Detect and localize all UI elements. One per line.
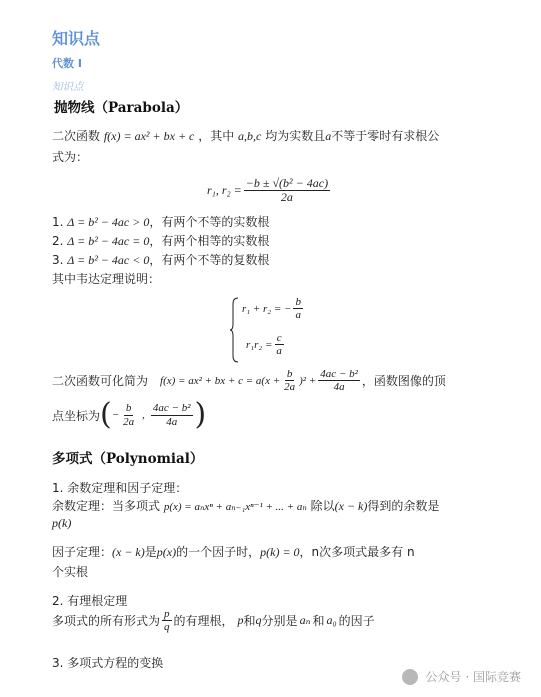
vertex-pre: 点坐标为 (52, 408, 101, 423)
simplify-frac-2-den: 4a (333, 381, 345, 394)
polynomial-heading: 多项式（Polynomial） (52, 451, 204, 467)
rational-and-2: 和 (312, 614, 325, 629)
vieta-intro: 其中韦达定理说明： (52, 272, 161, 286)
wechat-icon (402, 669, 418, 685)
rational-p: p (237, 613, 244, 628)
rational-fraction (162, 608, 172, 633)
rational-an: aₙ (299, 613, 311, 628)
simplify-frac-2 (318, 368, 360, 393)
rational-den: q (164, 621, 170, 634)
page-title: 知识点 (52, 29, 101, 48)
vertex-frac-2-den: 4a (166, 415, 178, 428)
rational-mid-2: 分别是 (261, 614, 298, 629)
vertex-frac-2 (151, 402, 193, 427)
factor-mid: 是 (144, 545, 157, 559)
simplify-frac-1 (282, 368, 297, 393)
quadratic-formula (207, 177, 332, 204)
vertex-frac-2-num: 4ac − b² (152, 402, 191, 415)
roots-numerator: −b ± √(b² − 4ac) (245, 176, 329, 190)
roots-fraction (244, 177, 330, 204)
case-3-text: ，有两个不等的复数根 (149, 253, 270, 267)
factor-post: ，n次多项式最多有 n (299, 545, 415, 559)
simplify-frac-1-den: 2a (284, 381, 296, 394)
intro-end: 不等于零时有求根公 (331, 129, 440, 143)
rational-and: 和 (243, 614, 256, 629)
vertex-frac-1-num: b (125, 402, 132, 415)
roots-lhs: r₁, r₂ = (207, 183, 242, 198)
rational-num: p (164, 608, 170, 620)
simplify-expr-1: f(x) = ax² + bx + c = a(x + (160, 374, 281, 387)
intro-func: f(x) = ax² + bx + c (103, 129, 195, 143)
brace-icon (230, 296, 240, 364)
case-1 (52, 213, 269, 230)
parabola-intro (52, 127, 439, 144)
intro-pre: 二次函数 (52, 129, 101, 143)
rational-a0: a₀ (326, 613, 337, 628)
remainder-mid: 除以 (310, 499, 335, 513)
remainder-post: 得到的余数是 (367, 499, 440, 513)
case-3 (52, 251, 269, 268)
case-1-expr: Δ = b² − 4ac > 0 (67, 215, 150, 229)
watermark-text: 公众号 · 国际竞赛 (425, 670, 521, 684)
vieta-1-fraction (293, 296, 303, 321)
case-2-text: ，有两个相等的实数根 (149, 234, 270, 248)
remainder-pre: 余数定理：当多项式 (52, 499, 161, 513)
parabola-heading: 抛物线（Parabola） (54, 100, 189, 116)
rational-post: 的因子 (338, 614, 375, 629)
vertex-frac-1 (121, 402, 136, 427)
vieta-eq-2 (246, 332, 286, 357)
case-2 (52, 232, 269, 249)
case-2-expr: Δ = b² − 4ac = 0 (67, 234, 150, 248)
factor-expr-1: (x − k) (112, 545, 145, 559)
watermark (402, 668, 521, 685)
simplify-pre: 二次函数可化简为 (52, 374, 149, 389)
case-2-index: 2. (52, 234, 64, 248)
vieta-1-lhs: r₁ + r₂ = − (242, 302, 292, 315)
roots-denominator: 2a (280, 190, 293, 205)
intro-post: 均为实数且 (265, 129, 326, 143)
simplify-frac-1-num: b (286, 368, 293, 380)
rational-pre: 多项式的所有形式为 (52, 614, 161, 629)
simplify-post: ，函数图像的顶 (361, 374, 446, 389)
case-1-index: 1. (52, 215, 64, 229)
case-3-index: 3. (52, 253, 64, 267)
vieta-1-den: a (295, 309, 301, 322)
intro-abc: a,b,c (238, 129, 262, 143)
remainder-theorem (52, 497, 439, 514)
poly-s1-title: 1. 余数定理和因子定理： (52, 481, 188, 495)
page-subtitle: 代数 I (52, 57, 82, 70)
vieta-2-lhs: r₁r₂ = (246, 338, 273, 351)
simplify-frac-2-num: 4ac − b² (320, 368, 358, 380)
left-paren-icon: ( (100, 397, 112, 432)
factor-expr-2: p(x) (156, 545, 177, 559)
vieta-system (230, 296, 320, 364)
section-label: 知识点 (52, 81, 84, 93)
remainder-divisor: (x − k) (334, 499, 368, 513)
vieta-1-num: b (295, 296, 301, 308)
simplify-expr-2: )² + (299, 374, 317, 387)
vieta-2-num: c (276, 332, 282, 344)
rational-root-theorem (52, 608, 375, 633)
vieta-2-fraction (274, 332, 284, 357)
vieta-2-den: a (276, 345, 282, 358)
factor-pre: 因子定理： (52, 545, 113, 559)
vieta-eq-1 (242, 296, 305, 321)
case-1-text: ，有两个不等的实数根 (149, 215, 270, 229)
poly-s2-title: 2. 有理根定理 (52, 594, 128, 608)
vertex-frac-1-den: 2a (123, 415, 135, 428)
factor-theorem (52, 543, 415, 560)
factor-line-2: 个实根 (52, 565, 89, 579)
rational-q: q (255, 613, 262, 628)
rational-mid: 的有理根， (173, 614, 234, 629)
simplify-line (52, 368, 446, 393)
right-paren-icon: ) (194, 397, 207, 432)
vertex-line: 点坐标为 ( − $\frac{b}{2a}$ , $\frac{\text{4ac − b²}}{4a}$ ) (52, 397, 207, 432)
intro-a: a (325, 129, 332, 143)
remainder-expr: p(x) = aₙxⁿ + aₙ₋₁xⁿ⁻¹ + ... + aₙ (163, 501, 307, 513)
parabola-intro-line2: 式为： (52, 150, 89, 164)
remainder-result: p(k) (52, 516, 72, 530)
factor-mid-2: 的一个因子时， (176, 545, 261, 559)
case-3-expr: Δ = b² − 4ac < 0 (67, 253, 150, 267)
poly-s3-title: 3. 多项式方程的变换 (52, 656, 164, 670)
intro-mid: ，其中 (198, 129, 235, 143)
factor-expr-3: p(k) = 0 (260, 545, 300, 559)
